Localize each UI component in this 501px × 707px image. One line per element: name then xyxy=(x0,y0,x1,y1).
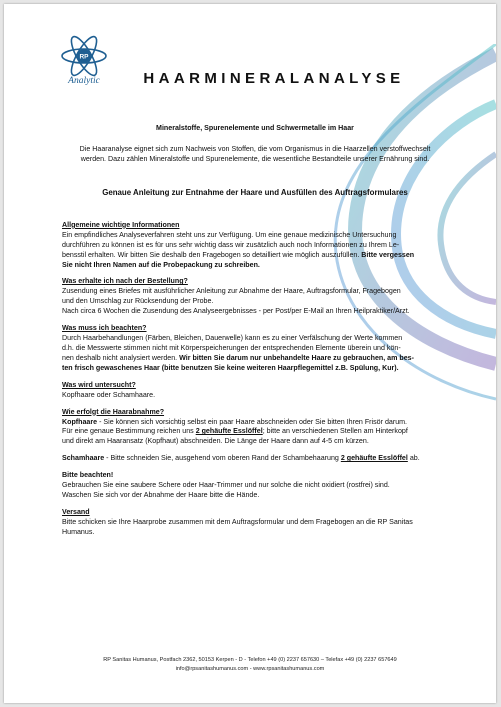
section-heading: Allgemeine wichtige Informationen xyxy=(62,220,180,229)
logo-wordmark: Analytic xyxy=(68,76,100,86)
section-haarabnahme: Wie erfolgt die Haarabnahme? Kopfhaare - Sie können sich vorsichtig selbst ein paar Haare abschneiden oder Sie bitten Ihren Frisör darum. Für eine genaue Bestimmung reichen uns 2 gehäufte Esslöffel; bitte an verschiedenen Stellen am Hinterkopf und direkt am Haaransatz (Kopfhaut) abschneiden. Die Länge der Haare dann auf 4-5 cm kürzen. Schamhaare - Bitte schneiden Sie, ausgehend vom oberen Rand der Schambehaarung 2 gehäufte Esslöffel ab. xyxy=(62,408,448,465)
section-heading: Was muss ich beachten? xyxy=(62,324,147,333)
section-bitte-beachten: Bitte beachten! Gebrauchen Sie eine saubere Schere oder Haar-Trimmer und nur solche die nicht oxidiert (rostfrei) sind. Waschen Sie sich vor der Abnahme der Haare bitte die Hände. xyxy=(62,471,448,501)
section-heading: Wie erfolgt die Haarabnahme? xyxy=(62,407,165,416)
subtitle: Mineralstoffe, Spurenelemente und Schwermetalle im Haar xyxy=(156,124,354,132)
section-allgemein: Allgemeine wichtige Informationen Ein empfindliches Analyseverfahren steht uns zur Verfügung. Um eine genaue medizinische Untersuchung durchführen zu können ist es für uns sehr wichtig dass wir zusätzlich auch noch Informationen zu Ihrem Le- bensstil erhalten. Wir bitten Sie deshalb den Fragebogen so detailliert wie möglich auszufüllen. Bitte vergessen Sie nicht Ihren Namen auf die Probepackung zu schreiben. xyxy=(62,221,448,271)
section-untersucht: Was wird untersucht? Kopfhaare oder Schamhaare. xyxy=(62,381,448,401)
footer-contact: info@rpsanitashumanus.com - www.rpsanitashumanus.com xyxy=(175,665,325,672)
section-versand: Versand Bitte schicken sie Ihre Haarprobe zusammen mit dem Auftragsformular und dem Fragebogen an die RP Sanitas Humanus. xyxy=(62,508,448,538)
section-beachten: Was muss ich beachten? Durch Haarbehandlungen (Färben, Bleichen, Dauerwelle) kann es zu einer Verfälschung der Werte kommen d.h. die Messwerte stimmen nicht mit Körperspeicherungen der entsprechenden Elemente überein und kön- nen deshalb nicht analysiert werden. Wir bitten Sie darum nur unbehandelte Haare zu gebrauchen, am bes- ten frisch gewaschenes Haar (bitte benutzen Sie keine weiteren Haarpflegemittel z.B. Spülung, Kur). xyxy=(62,324,448,374)
footer-address: RP Sanitas Humanus, Postfach 2362, 50153 Kerpen - D - Telefon +49 (0) 2237 657630 – Telefax +49 (0) 2237 657649 xyxy=(103,657,397,663)
section-heading: Versand xyxy=(62,507,90,516)
intro-paragraph: Die Haaranalyse eignet sich zum Nachweis von Stoffen, die vom Organismus in die Haarzellen verstoffwechselt werden. Dazu zählen Mineralstoffe und Spurenelemente, die wesentliche Bestandteile unserer Ernährung sind. xyxy=(79,144,431,163)
section-title: Genaue Anleitung zur Entnahme der Haare und Ausfüllen des Auftragsformulares xyxy=(102,187,408,197)
footer xyxy=(44,656,456,673)
svg-text:RP: RP xyxy=(79,53,89,61)
document-page xyxy=(4,4,496,703)
section-heading: Was wird untersucht? xyxy=(62,380,136,389)
section-heading: Was erhalte ich nach der Bestellung? xyxy=(62,277,188,286)
section-bestellung: Was erhalte ich nach der Bestellung? Zusendung eines Briefes mit ausführlicher Anleitung zur Abnahme der Haare, Auftragsformular, Fragebogen und den Umschlag zur Rücksendung der Probe. Nach circa 6 Wochen die Zusendung des Analyseergebnisses - per Post/per E-Mail an Ihren Heilpraktiker/Arzt. xyxy=(62,277,448,317)
document-body xyxy=(62,124,448,545)
page-title: HAARMINERALANALYSE xyxy=(143,70,405,87)
section-heading: Bitte beachten! xyxy=(62,471,114,480)
